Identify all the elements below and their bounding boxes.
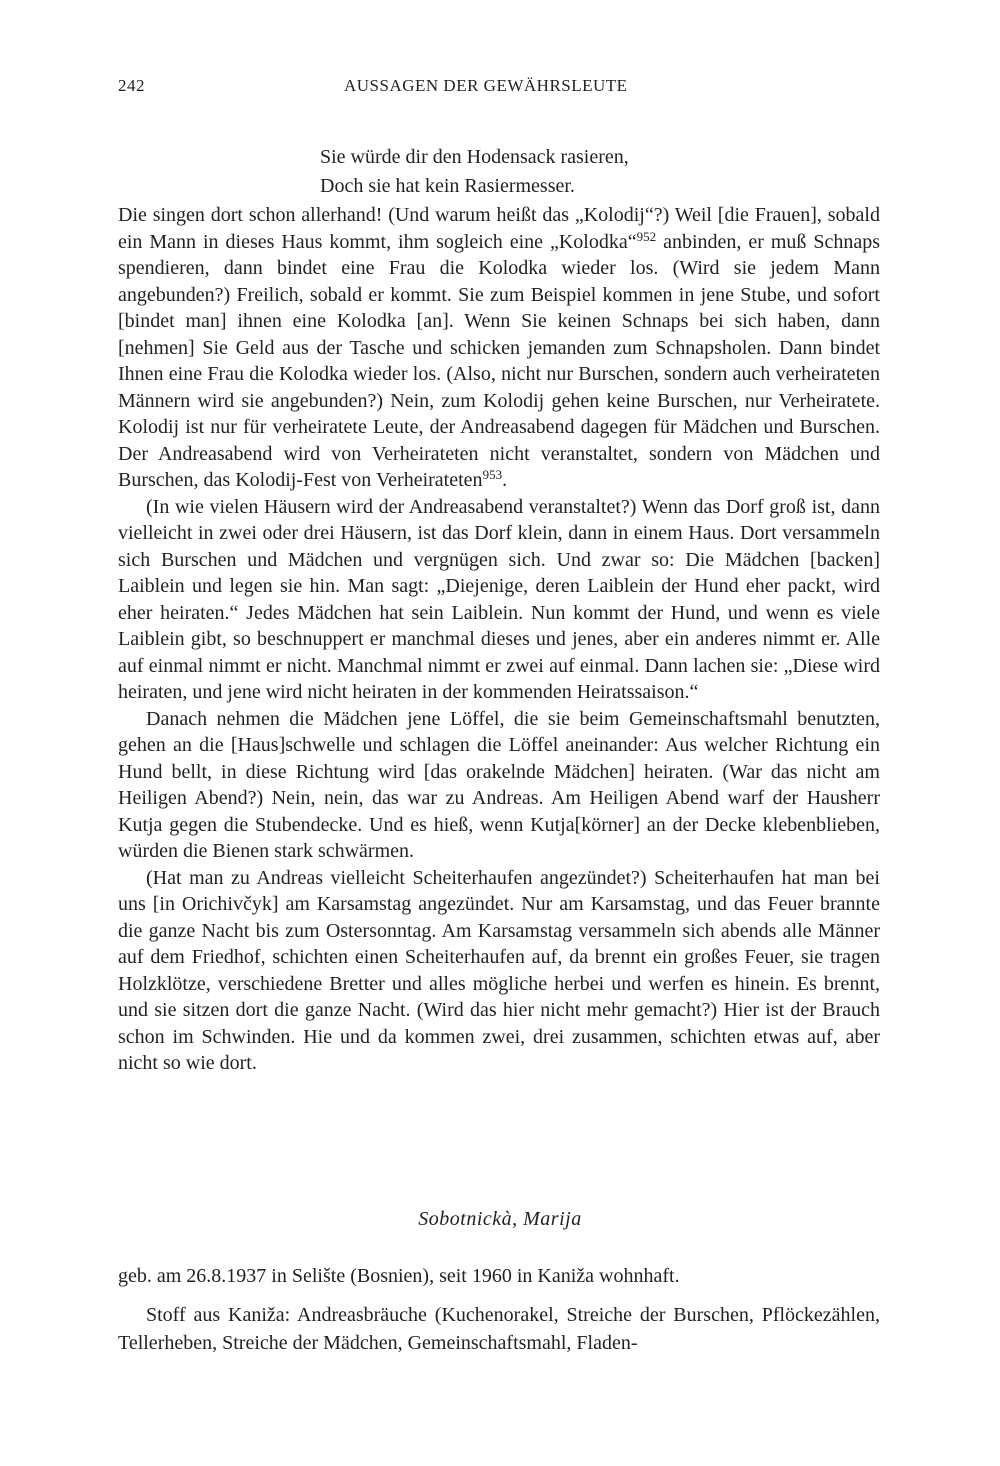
verse-quote (320, 143, 629, 201)
section-title: Sobotnickà, Marija (418, 1208, 582, 1230)
verse-line: Sie würde dir den Hodensack rasieren, (320, 146, 629, 168)
paragraph-text: . (502, 469, 508, 491)
page-header (118, 76, 880, 106)
biographical-note: geb. am 26.8.1937 in Selište (Bosnien), seit 1960 in Kaniža wohnhaft. (118, 1265, 680, 1287)
paragraph: Danach nehmen die Mädchen jene Löffel, die sie beim Gemeinschaftsmahl benutzten, gehen an die [Haus]schwelle und schlagen die Löffel aneinander: Aus welcher Richtung ein Hund bellt, in diese Richtung wird [das orakelnde Mädchen] heiraten. (War das nicht am Heiligen Abend?) Nein, nein, das war zu Andreas. Am Heiligen Abend warf der Hausherr Kutja gegen die Stubendecke. Und es hieß, wenn Kutja[körner] an der Decke klebenblieben, würden die Bienen stark schwärmen. (118, 707, 880, 862)
material-paragraph: Stoff aus Kaniža: Andreasbräuche (Kuchenorakel, Streiche der Burschen, Pflöckezählen, Tellerheben, Streiche der Mädchen, Gemeinschaftsmahl, Fladen- (118, 1304, 880, 1354)
paragraph-text: anbinden, er muß Schnaps spendieren, dann bindet eine Frau die Kolodka wieder los. (Wird sie jedem Mann angebunden?) Freilich, sobald er kommt. Sie zum Beispiel kommen in jene Stube, und sofort [bindet man] ihnen eine Kolodka [an]. Wenn Sie keinen Schnaps bei sich haben, dann [nehmen] Sie Geld aus der Tasche und schicken jemanden zum Schnapsholen. Dann bindet Ihnen eine Frau die Kolodka wieder los. (Also, nicht nur Burschen, sondern auch verheirateten Männern wird sie angebunden?) Nein, zum Kolodij gehen keine Burschen, nur Verheiratete. Kolodij ist nur für verheiratete Leute, der Andreasabend dagegen für Mädchen und Burschen. Der Andreasabend wird von Verheirateten nicht veranstaltet, sondern von Mädchen und Burschen, das Kolodij-Fest von Verheirateten (118, 230, 880, 491)
verse-line: Doch sie hat kein Rasiermesser. (320, 175, 575, 197)
paragraph-text: Die singen dort schon allerhand! (Und warum heißt das „Kolodij“?) Weil [die Frauen], sobald ein Mann in dieses Haus kommt, ihm sogleich eine „Kolodka“ (118, 204, 880, 253)
paragraph (118, 202, 880, 494)
paragraph: (Hat man zu Andreas vielleicht Scheiterhaufen angezündet?) Scheiterhaufen hat man bei uns [in Orichivčyk] am Karsamstag angezündet. Nur am Karsamstag, und das Feuer brannte die ganze Nacht bis zum Ostersonntag. Am Karsamstag versammeln sich abends alle Männer auf dem Friedhof, schichten einen Scheiterhaufen auf, da brennt ein großes Feuer, sie tragen Holzklötze, verschiedene Bretter und alles mögliche herbei und werfen es hinein. Es brennt, und sie sitzen dort die ganze Nacht. (Wird das hier nicht mehr gemacht?) Hier ist der Brauch schon im Schwinden. Hie und da kommen zwei, drei zusammen, schichten etwas auf, aber nicht so wie dort. (118, 866, 880, 1074)
footnote-marker: 952 (636, 228, 657, 244)
running-head: AUSSAGEN DER GEWÄHRSLEUTE (344, 76, 628, 95)
footnote-marker: 953 (482, 467, 503, 482)
body-text (118, 202, 880, 1077)
page-number: 242 (118, 76, 145, 95)
paragraph: (In wie vielen Häusern wird der Andreasabend veranstaltet?) Wenn das Dorf groß ist, dann vielleicht in zwei oder drei Häusern, ist das Dorf klein, dann in einem Haus. Dort versammeln sich Burschen und Mädchen und vergnügen sich. Und zwar so: Die Mädchen [backen] Laiblein und legen sie hin. Man sagt: „Diejenige, deren Laiblein der Hund eher packt, wird eher heiraten.“ Jedes Mädchen hat sein Laiblein. Nun kommt der Hund, und wenn es viele Laiblein gibt, so beschnuppert er manchmal dieses und jenes, aber ein anderes nimmt er. Alle auf einmal nimmt er nicht. Manchmal nimmt er zwei auf einmal. Dann lachen sie: „Diese wird heiraten, und jene wird nicht heiraten in der kommenden Heiratssaison.“ (118, 495, 880, 703)
